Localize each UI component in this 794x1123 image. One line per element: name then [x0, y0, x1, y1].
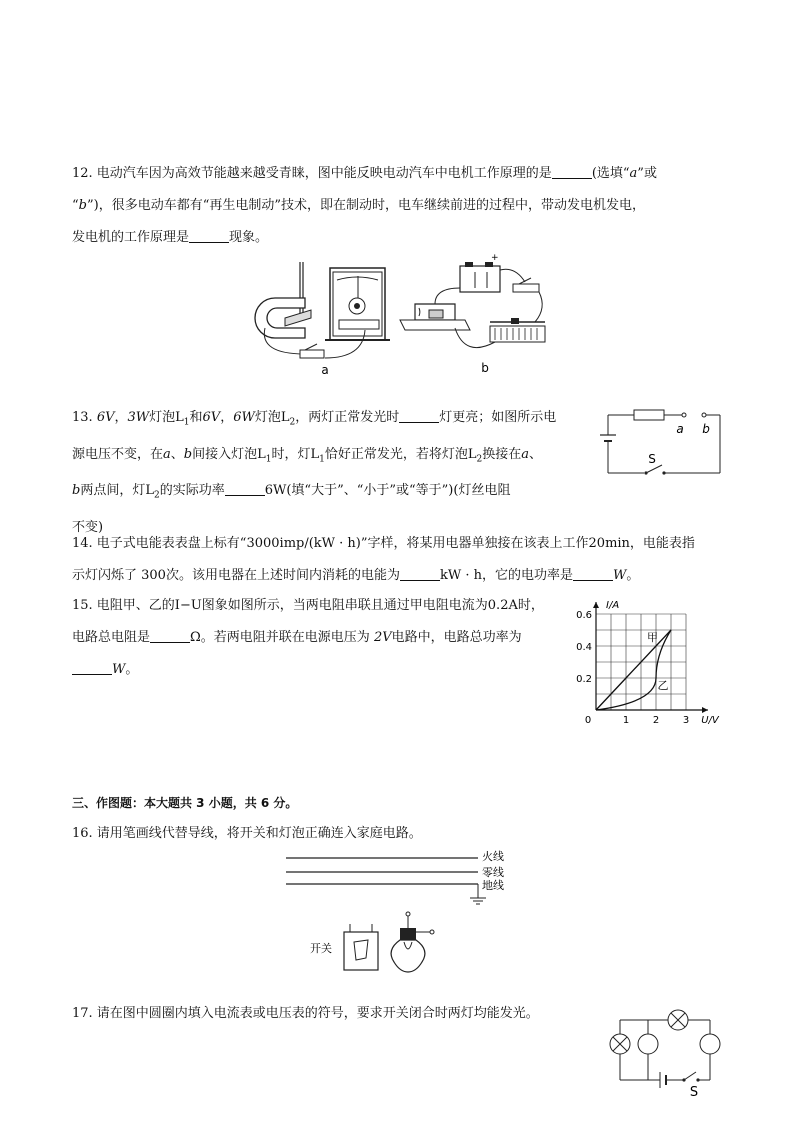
y-axis-label: I/A	[606, 600, 620, 611]
q13-blank-1[interactable]	[399, 408, 439, 423]
q14-blank-1[interactable]	[400, 566, 440, 581]
terminal-a[interactable]	[682, 413, 686, 417]
y-tick-label: 0.4	[576, 642, 592, 653]
question-16: 16. 请用笔画线代替导线，将开关和灯泡正确连入家庭电路。	[72, 826, 422, 841]
svg-text:+: +	[491, 253, 499, 263]
x-tick-label: 3	[682, 715, 690, 726]
q12-text: 12. 电动汽车因为高效节能越来越受青睐，图中能反映电动汽车中电机工作原理的是	[72, 166, 552, 181]
q17-circuit	[600, 1008, 726, 1100]
q16-household-circuit	[286, 846, 536, 976]
y-tick-label: 0.2	[576, 674, 592, 685]
y-tick-label: 0.6	[576, 610, 592, 621]
q13-circuit	[596, 405, 726, 481]
label-b: b	[702, 422, 710, 436]
q14-blank-2[interactable]	[573, 566, 613, 581]
switch-symbol[interactable]	[684, 1072, 696, 1080]
label-a: a	[676, 422, 684, 436]
question-12: 12. 电动汽车因为高效节能越来越受青睐，图中能反映电动汽车中电机工作原理的是 (选填“a”或 “b”)，很多电动车都有“再生电制动”技术，即在制动时，电车继续前进的过程中，带动发电机发电， 发电机的工作原理是 现象。	[72, 166, 657, 245]
q12-figure-a	[245, 258, 395, 378]
live-wire-label: 火线	[482, 850, 504, 863]
series-line-jia	[596, 630, 671, 710]
switch-label: 开关	[310, 942, 332, 955]
meter-circle-1[interactable]	[638, 1034, 658, 1054]
lamp-1-symbol	[610, 1034, 630, 1054]
section-3-title: 三、作图题：本大题共 3 小题，共 6 分。	[72, 796, 298, 810]
q12-blank-1[interactable]	[552, 164, 592, 179]
switch-symbol[interactable]	[646, 465, 662, 473]
x-tick-label: 1	[622, 715, 630, 726]
question-15: 15. 电阻甲、乙的I−U图象如图所示，当两电阻串联且通过甲电阻电流为0.2A时， 电路总电阻是 Ω。若两电阻并联在电源电压为 2V电路中，电路总功率为 W。	[72, 598, 544, 677]
question-13: 13. 6V，3W灯泡$L_1$和6V，6W灯泡$L_2$，两灯正常发光时 灯更亮；如图所示电 源电压不变，在a、b间接入灯泡$L_1$时，灯$L_1$恰好正常发光，若将灯泡$L_2$换接在a、 b两点间，灯$L_2$的实际功率 6W(填“大于”、“小于”或“等于”)(灯丝电阻 不变)	[72, 410, 557, 535]
question-17: 17. 请在图中圆圈内填入电流表或电压表的符号，要求开关闭合时两灯均能发光。	[72, 1006, 539, 1021]
label-s: S	[648, 452, 656, 466]
light-bulb-icon[interactable]	[391, 912, 434, 972]
figure-b-label: b	[481, 361, 489, 375]
x-tick-label: 0	[584, 715, 592, 726]
y-axis-arrow	[593, 602, 599, 608]
x-tick-label: 2	[652, 715, 660, 726]
terminal-b[interactable]	[702, 413, 706, 417]
q12-blank-2[interactable]	[189, 228, 229, 243]
series-label-yi: 乙	[657, 679, 669, 693]
lamp-2-symbol	[668, 1010, 688, 1030]
neutral-wire-label: 零线	[482, 866, 504, 879]
q15-blank-2[interactable]	[72, 660, 112, 675]
x-axis-label: U/V	[701, 715, 719, 726]
series-label-jia: 甲	[647, 631, 658, 645]
switch-label-s: S	[689, 1085, 699, 1100]
meter-circle-2[interactable]	[700, 1034, 720, 1054]
resistor-symbol	[634, 410, 664, 420]
q13-blank-2[interactable]	[225, 481, 265, 496]
figure-a-label: a	[321, 363, 329, 377]
x-axis-arrow	[702, 707, 708, 713]
ground-wire-label: 地线	[482, 879, 504, 892]
q12-figure-b	[395, 253, 555, 378]
q15-blank-1[interactable]	[150, 628, 190, 643]
question-14: 14. 电子式电能表表盘上标有“3000imp/(kW · h)”字样，将某用电器单独接在该表上工作20min，电能表指 示灯闪烁了 300次。该用电器在上述时间内消耗的电能为 kW · h，它的电功率是 W。	[72, 536, 695, 583]
iu-chart	[572, 594, 722, 728]
